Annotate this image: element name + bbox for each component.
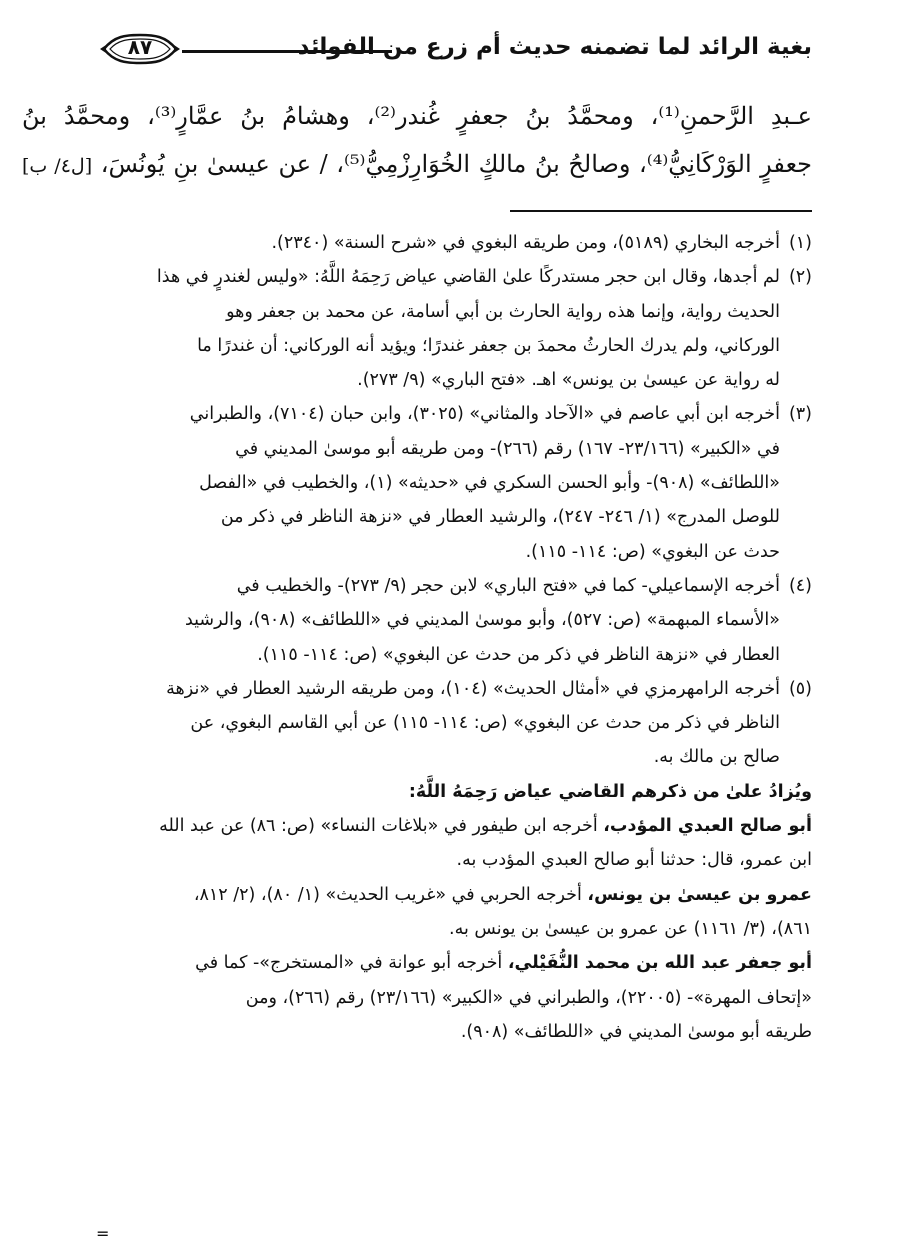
- footnote-2: [96, 260, 812, 397]
- footnote-marker: (١): [788, 233, 812, 253]
- footnote-marker: (٥): [788, 678, 812, 699]
- addendum: [96, 775, 812, 1049]
- footnote-line: صالح بن مالك به.: [653, 747, 780, 768]
- footnote-line: [96, 397, 812, 431]
- addendum-entry-text: أخرجه ابن طيفور في «بلاغات النساء» (ص: ٨٦) عن عبد الله: [159, 816, 604, 837]
- footnote-1: [96, 226, 812, 260]
- footnote-3: [96, 397, 812, 568]
- footnote-marker: (٤): [788, 575, 812, 596]
- page-number-badge: [100, 32, 180, 66]
- footnote-text: أخرجه ابن أبي عاصم في «الآحاد والمثاني» (٣٠٢٥)، وابن حبان (٧١٠٤)، والطبراني: [189, 404, 780, 425]
- footnote-line: [96, 226, 812, 260]
- main-text-line-2-body: جعفرٍ الوَرْكَانِيُّ⁽⁴⁾، وصالحُ بنُ مالكٍ الخُوَارِزْمِيُّ⁽⁵⁾، / عن عيسىٰ بنِ يُونُسَ،: [100, 150, 812, 178]
- addendum-entry-text: أخرجه الحربي في «غريب الحديث» (١/ ٨٠)، (٢/ ٨١٢،: [193, 884, 588, 905]
- footnote-line: له رواية عن عيسىٰ بن يونس» اهـ. «فتح الباري» (٩/ ٢٧٣).: [357, 370, 780, 391]
- footnote-marker: (٢): [788, 267, 812, 288]
- page-end-mark: =: [96, 1224, 110, 1243]
- folio-marker: [ل٤/ ب]: [22, 155, 93, 177]
- addendum-entry-line: [96, 946, 812, 980]
- narrator-name: أبو جعفر عبد الله بن محمد النُّفَيْلي،: [507, 953, 812, 974]
- main-text-line-2: [22, 140, 812, 190]
- footnote-line: [96, 260, 812, 294]
- footnote-text: أخرجه البخاري (٥١٨٩)، ومن طريقه البغوي في «شرح السنة» (٢٣٤٠).: [271, 233, 780, 253]
- header-rule: [182, 50, 392, 53]
- footnote-line: للوصل المدرج» (١/ ٢٤٦- ٢٤٧)، والرشيد العطار في «نزهة الناظر في ذكر من: [220, 507, 780, 528]
- footnote-separator: [510, 210, 812, 212]
- main-text-line-1: عـبدِ الرَّحمنِ⁽¹⁾، ومحمَّدُ بنُ جعفرٍ غُندر⁽²⁾، وهشامُ بنُ عمَّارٍ⁽³⁾، ومحمَّدُ بنُ: [22, 102, 813, 130]
- footnote-line: في «الكبير» (٢٣/١٦٦- ١٦٧) رقم (٢٦٦)- ومن طريقه أبو موسىٰ المديني في: [235, 438, 780, 459]
- narrator-name: أبو صالح العبدي المؤدب،: [603, 816, 812, 837]
- footnote-text: لم أجدها، وقال ابن حجر مستدركًا علىٰ القاضي عياض رَحِمَهُ اللَّهُ: «وليس لغندرٍ في هذا: [156, 267, 780, 288]
- main-text: [22, 92, 812, 190]
- page-number: ٨٧: [127, 35, 153, 59]
- footnote-marker: (٣): [788, 404, 812, 425]
- addendum-entry-text: أخرجه أبو عوانة في «المستخرج»- كما في: [195, 953, 508, 974]
- footnote-text: أخرجه الرامهرمزي في «أمثال الحديث» (١٠٤)، ومن طريقه الرشيد العطار في «نزهة: [166, 678, 780, 699]
- addendum-entry-line: ابن عمرو، قال: حدثنا أبو صالح العبدي المؤدب به.: [456, 850, 812, 871]
- addendum-entry-line: طريقه أبو موسىٰ المديني في «اللطائف» (٩٠٨).: [460, 1021, 812, 1042]
- book-title: بغية الرائد لما تضمنه حديث أم زرع من الفوائد: [297, 34, 812, 60]
- footnote-line: الوركاني، ولم يدرك الحارثُ محمدَ بن جعفر غندرًا؛ ويؤيد أنه الوركاني: أن غندرًا ما: [197, 335, 780, 356]
- footnote-text: أخرجه الإسماعيلي- كما في «فتح الباري» لابن حجر (٩/ ٢٧٣)- والخطيب في: [236, 575, 780, 596]
- footnote-line: العطار في «نزهة الناظر في ذكر من حدث عن البغوي» (ص: ١١٤- ١١٥).: [257, 644, 780, 665]
- footnote-line: [96, 569, 812, 603]
- footnote-line: الناظر في ذكر من حدث عن البغوي» (ص: ١١٤- ١١٥) عن أبي القاسم البغوي، عن: [190, 713, 780, 734]
- running-header: [100, 30, 812, 70]
- addendum-entry-line: [96, 809, 812, 843]
- addendum-intro: ويُزادُ علىٰ من ذكرهم القاضي عياض رَحِمَهُ اللَّهُ:: [408, 781, 812, 802]
- footnote-line: [96, 672, 812, 706]
- footnote-line: الحديث رواية، وإنما هذه رواية الحارث بن أبي أسامة، عن محمد بن جعفر وهو: [226, 301, 780, 322]
- addendum-entry-line: ٨٦١)، (٣/ ١١٦١) عن عمرو بن عيسىٰ بن يونس به.: [449, 918, 812, 939]
- footnote-line: «اللطائف» (٩٠٨)- وأبو الحسن السكري في «حديثه» (١)، والخطيب في «الفصل: [199, 473, 780, 494]
- footnote-5: [96, 672, 812, 775]
- footnote-line: «الأسماء المبهمة» (ص: ٥٢٧)، وأبو موسىٰ المديني في «اللطائف» (٩٠٨)، والرشيد: [184, 610, 780, 631]
- footnote-4: [96, 569, 812, 672]
- footnotes: [96, 226, 812, 1049]
- addendum-entry-line: «إتحاف المهرة»- (٢٢٠٠٥)، والطبراني في «الكبير» (٢٣/١٦٦) رقم (٢٦٦)، ومن: [245, 987, 812, 1008]
- footnote-line: حدث عن البغوي» (ص: ١١٤- ١١٥).: [525, 541, 780, 562]
- narrator-name: عمرو بن عيسىٰ بن يونس،: [587, 884, 812, 905]
- addendum-entry-line: [96, 878, 812, 912]
